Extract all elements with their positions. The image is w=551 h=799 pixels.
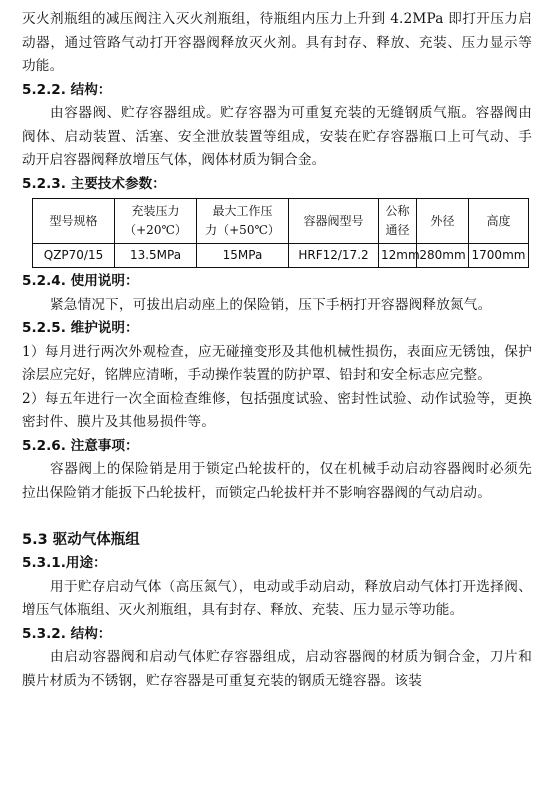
spec-header-valve-model: 容器阀型号 [289, 199, 379, 244]
section-5-3-2-heading: 5.3.2. 结构： [22, 625, 112, 642]
section-5-2-6-heading: 5.2.6. 注意事项： [22, 437, 139, 454]
section-5-2-2-paragraph: 由容器阀、贮存容器组成。贮存容器为可重复充装的无缝钢质气瓶。容器阀由阀体、启动装置、活塞、安全泄放装置等组成，安装在贮存容器瓶口上可气动、手动开启容器阀释放增压气体，阀体材质为铜合金。 [22, 105, 532, 168]
intro-paragraph: 灭火剂瓶组的减压阀注入灭火剂瓶组，待瓶组内压力上升到 4.2MPa 即打开压力启动器，通过管路气动打开容器阀释放灭火剂。具有封存、释放、充装、压力显示等功能。 [22, 11, 532, 74]
section-5-3-2-paragraph: 由启动容器阀和启动气体贮存容器组成，启动容器阀的材质为铜合金，刀片和膜片材质为不锈钢，贮存容器是可重复充装的钢质无缝容器。该装 [22, 649, 532, 689]
section-5-2-3-heading: 5.2.3. 主要技术参数： [22, 175, 166, 192]
spec-header-nominal-diameter: 公称 通径 [379, 199, 417, 244]
spec-table-header-row [33, 199, 529, 244]
section-5-2-5-heading: 5.2.5. 维护说明： [22, 320, 139, 336]
section-5-2-6-paragraph: 容器阀上的保险销是用于锁定凸轮拔杆的，仅在机械手动启动容器阀时必须先拉出保险销才能扳下凸轮拔杆，而锁定凸轮拔杆并不影响容器阀的气动启动。 [22, 461, 532, 501]
section-5-2-5-item-1: 1）每月进行两次外观检查，应无碰撞变形及其他机械性损伤，表面应无锈蚀，保护涂层应完好，铭牌应清晰，手动操作装置的防护罩、铅封和安全标志应完整。 [22, 343, 532, 383]
spec-cell-max-pressure: 15MPa [197, 244, 289, 268]
spec-header-height: 高度 [469, 199, 529, 244]
spec-cell-outer-diameter: 280mm [417, 244, 469, 268]
section-5-2-4-paragraph: 紧急情况下，可拔出启动座上的保险销，压下手柄打开容器阀释放氮气。 [50, 296, 492, 313]
spec-cell-model: QZP70/15 [33, 244, 115, 268]
section-5-3-1-heading: 5.3.1.用途： [22, 555, 107, 571]
section-5-2-4-heading: 5.2.4. 使用说明： [22, 273, 139, 289]
spec-table [32, 198, 529, 268]
section-5-2-5-item-2: 2）每五年进行一次全面检查维修，包括强度试验、密封性试验、动作试验等，更换密封件、膜片及其他易损件等。 [22, 390, 532, 430]
document-page [22, 8, 532, 693]
spec-header-fill-pressure: 充装压力 （+20℃） [115, 199, 197, 244]
spec-cell-height: 1700mm [469, 244, 529, 268]
spec-header-outer-diameter: 外径 [417, 199, 469, 244]
spec-cell-valve-model: HRF12/17.2 [289, 244, 379, 268]
spec-header-max-pressure: 最大工作压 力（+50℃） [197, 199, 289, 244]
spec-cell-fill-pressure: 13.5MPa [115, 244, 197, 268]
section-5-3-1-paragraph: 用于贮存启动气体（高压氮气），电动或手动启动，释放启动气体打开选择阀、增压气体瓶组、灭火剂瓶组，具有封存、释放、充装、压力显示等功能。 [22, 578, 532, 618]
spec-header-model: 型号规格 [33, 199, 115, 244]
section-spacer [22, 505, 532, 528]
section-5-2-2-heading: 5.2.2. 结构： [22, 81, 112, 98]
spec-cell-nominal-diameter: 12mm [379, 244, 417, 268]
section-5-3-heading: 5.3 驱动气体瓶组 [22, 532, 140, 548]
table-row [33, 244, 529, 268]
